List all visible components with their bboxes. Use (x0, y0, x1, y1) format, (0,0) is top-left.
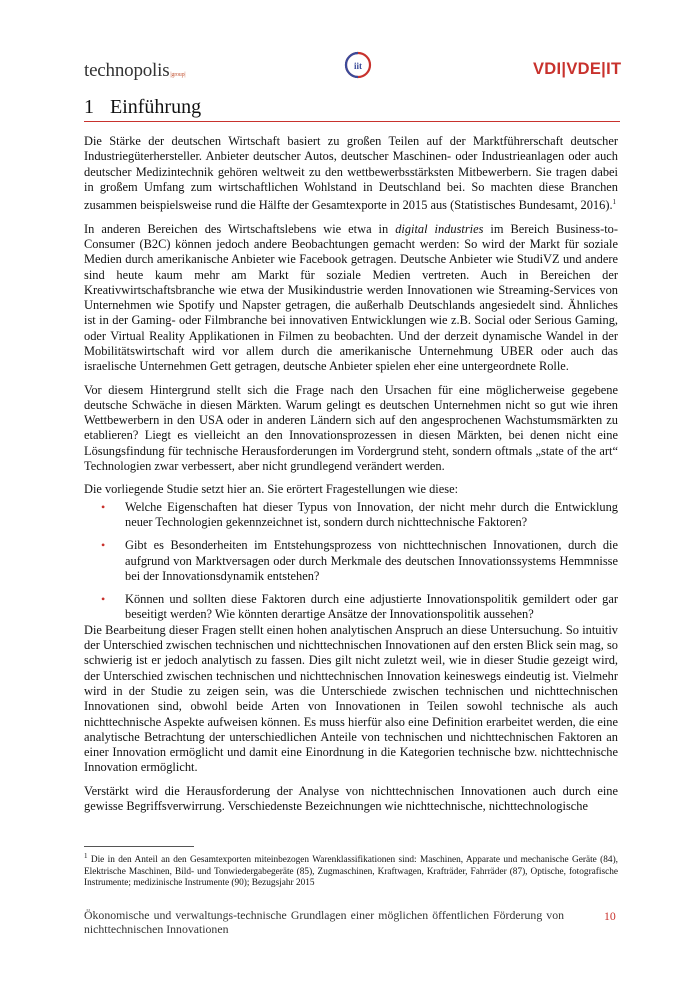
list-item (84, 592, 618, 623)
list-item-text: Können und sollten diese Faktoren durch eine adjustierte Innovationspolitik gemildert oder gar beseitigt werden? Wie könnten derartige Ansätze der Innovationspolitik aussehen? (125, 592, 618, 622)
paragraph-2-text-b: im Bereich Business-to-Consumer (B2C) können jedoch andere Beobachtungen gemacht werden: So wird der Markt für soziale Medien durch amerikanische Anbieter wie Facebook getragen. Deutsche Anbieter wie StudiVZ und andere sind heute kaum mehr am Markt für soziale Medien vertreten. Auch in Bereichen der Kreativwirtschaftsbranche wie etwa der Musikindustrie werden Innovationen wie Streaming-Services von Unternehmen wie Spotify und Napster getragen, die außerhalb Deutschlands angesiedelt sind. Ähnliches ist in der Gaming- oder Filmbranche bei innovativen Entwicklungen wie z.B. Social oder Serious Gaming, oder Virtual Reality Applikationen in Filmen zu beobachten. Und der derzeit dynamische Wandel in der Mobilitätswirtschaft wird vor allem durch die amerikanische Unternehmung UBER oder auch das israelische Unternehmen Gett getragen, deutsche Anbieter spielen eher eine untergeordnete Rolle. (84, 221, 618, 374)
technopolis-logo-suffix: |group| (170, 72, 186, 78)
iit-logo-icon (343, 50, 373, 80)
list-item (84, 500, 618, 531)
main-content (84, 134, 618, 822)
paragraph-5: Die Bearbeitung dieser Fragen stellt einen hohen analytischen Anspruch an diese Untersuchung. So intuitiv der Unterschied zwischen technischen und nichttechnischen Innovationen auf den ersten Blick sein mag, so schwierig ist er jedoch analytisch zu fassen. Dies gilt nicht zuletzt weil, wie in dieser Studie gezeigt wird, der Unterschied zwischen technischen und nichttechnischen Innovation keineswegs eindeutig ist. Vielmehr wird in der Studie zu zeigen sein, was die Unterschiede zwischen technischen und nichttechnischen Innovationen sind, obwohl beide Arten von Innovationen in Teilen sowohl technische als auch nichttechnische Aspekte aufweisen können. Es muss hierfür also eine Definition erarbeitet werden, die eine analytische Betrachtung der unterschiedlichen Anteile von technischen und nichttechnischen Faktoren an einer Innovation ermöglicht und damit eine Einordnung in die Kategorien technische bzw. nichttechnische Innovation ermöglicht. (84, 622, 618, 775)
bullet-icon: • (101, 592, 106, 607)
vdi-vde-it-logo: VDI|VDE|IT (533, 60, 622, 78)
section-title: Einführung (110, 96, 202, 118)
list-item-text: Gibt es Besonderheiten im Entstehungsprozess von nichttechnischen Innovationen, durch die aufgrund von Marktversagen oder durch Merkmale des deutschen Innovationssystems Hemmnisse bei der Innovationsdynamik entstehen? (125, 538, 618, 583)
paragraph-2 (84, 222, 618, 375)
paragraph-1 (84, 134, 618, 214)
paragraph-2-text-a: In anderen Bereichen des Wirtschaftslebens wie etwa in (84, 221, 396, 236)
bullet-icon: • (101, 499, 106, 514)
footnote-text: Die in den Anteil an den Gesamtexporten miteinbezogen Warenklassifikationen sind: Maschinen, Apparate und mechanische Geräte (84), Elektrische Maschinen, Bild- und Tonwiedergabegeräte (85), Zugmaschinen, Kraftwagen, Krafträder, Fahrräder (87), Optische, fotografische Instrumente; medizinische Instrumente (90); Bezugsjahr 2015 (84, 855, 618, 889)
bullet-icon: • (101, 538, 106, 553)
section-heading (84, 96, 620, 122)
iit-logo-text: iit (354, 61, 362, 71)
footnote-ref[interactable]: 1 (612, 198, 617, 207)
page-header (0, 0, 700, 95)
footnote (84, 851, 618, 890)
technopolis-logo-text: technopolis (84, 60, 170, 81)
paragraph-1-text: Die Stärke der deutschen Wirtschaft basiert zu großen Teilen auf der Marktführerschaft deutscher Industriegüterhersteller. Anbieter deutscher Autos, deutscher Maschinen- oder Industrieanlagen oder auch deutscher Medizintechnik gehören weltweit zu den wettbewerbsstärksten Mitbewerbern. Sie tragen dabei in großem Umfang zum wirtschaftlichen Wohlstand in Deutschland bei. So machten diese Branchen zusammen beispielsweise rund die Hälfte der Gesamtexporte in 2015 aus (Statistisches Bundesamt, 2016). (84, 134, 618, 213)
page-number: 10 (604, 909, 616, 923)
paragraph-3: Vor diesem Hintergrund stellt sich die Frage nach den Ursachen für eine möglicherweise gegebene deutsche Schwäche in diesen Märkten. Warum gelingt es deutschen Unternehmen nicht so gut wie ihren Wettbewerbern in den USA oder in anderen Ländern sich auf den angesprochenen Wachstumsmärkten zu etablieren? Liegt es vielleicht an den Innovationsprozessen in diesen Märkten, bei denen nicht eine Lösungsfindung für technische Herausforderungen im Vordergrund steht, sondern oftmals „state of the art“ Technologien zwar verbessert, aber nicht grundlegend verändert werden. (84, 382, 618, 474)
paragraph-6: Verstärkt wird die Herausforderung der Analyse von nichttechnischen Innovationen auch durch eine gewisse Begriffsverwirrung. Verschiedenste Bezeichnungen wie nichttechnische, nichttechnologische (84, 783, 618, 813)
list-item (84, 538, 618, 584)
paragraph-2-italic: digital industries (395, 221, 484, 236)
question-list (84, 500, 618, 623)
footnote-marker: 1 (84, 852, 88, 860)
list-item-text: Welche Eigenschaften hat dieser Typus von Innovation, der nicht mehr durch die Entwicklung neuer Technologien gekennzeichnet ist, sondern durch nichttechnische Faktoren? (125, 499, 618, 529)
technopolis-logo (84, 60, 185, 82)
section-number: 1 (84, 96, 94, 118)
page-footer-title: Ökonomische und verwaltungs-technische Grundlagen einer möglichen öffentlichen Förderung von nichttechnischen Innovationen (84, 908, 564, 937)
footnote-divider (84, 846, 194, 847)
paragraph-4: Die vorliegende Studie setzt hier an. Sie erörtert Fragestellungen wie diese: (84, 482, 459, 497)
